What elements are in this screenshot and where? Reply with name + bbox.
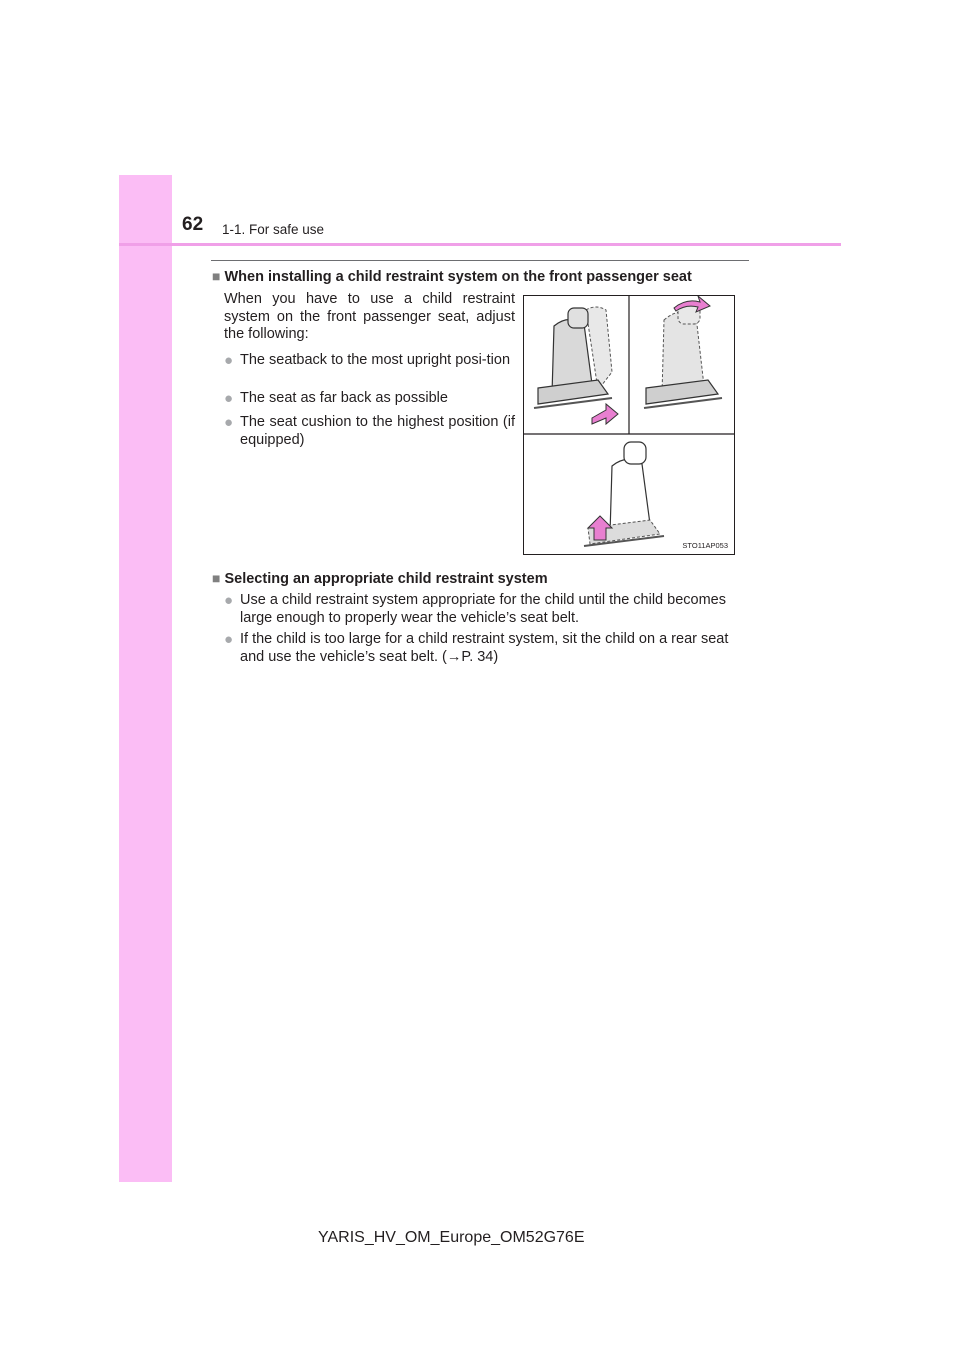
front-seat-intro: When you have to use a child restraint system on the front passenger seat, adjust the following: [224, 291, 515, 342]
list-item-text: The seat as far back as possible [240, 390, 448, 406]
bullet-icon: ● [224, 414, 234, 431]
header-rule [119, 243, 841, 246]
section-title: 1-1. For safe use [222, 222, 325, 237]
list-item [224, 390, 515, 408]
front-seat-heading-text: When installing a child restraint system on the front passenger seat [224, 269, 692, 285]
list-item [224, 414, 515, 449]
list-item-text: The seatback to the most upright posi-tion [240, 352, 511, 368]
selecting-heading-text: Selecting an appropriate child restraint system [224, 571, 548, 587]
list-item [224, 631, 749, 666]
bullet-icon: ● [224, 631, 234, 648]
seat-adjustment-illustration [523, 295, 735, 555]
selecting-heading [212, 570, 548, 587]
list-item-text: The seat cushion to the highest position (if equipped) [240, 414, 515, 448]
document-footer: YARIS_HV_OM_Europe_OM52G76E [318, 1229, 585, 1246]
page-number: 62 [182, 214, 204, 235]
page-side-tab [119, 175, 172, 1182]
list-item-text: Use a child restraint system appropriate for the child until the child becomes large enough to properly wear the vehicle’s seat belt. [240, 592, 726, 626]
list-item [224, 592, 749, 627]
heading-marker: ■ [212, 268, 221, 284]
seatback-upright-icon [644, 296, 722, 408]
seat-slide-icon [534, 307, 618, 424]
cushion-height-icon [584, 442, 664, 546]
front-seat-heading [212, 268, 692, 285]
seat-illustration-svg [524, 296, 734, 554]
heading-marker: ■ [212, 570, 221, 586]
bullet-icon: ● [224, 352, 234, 369]
figure-code: STO11AP053 [682, 541, 728, 550]
content-divider [211, 260, 749, 261]
bullet-icon: ● [224, 592, 234, 609]
list-item-text: If the child is too large for a child restraint system, sit the child on a rear seat and use the vehicle’s seat belt. (→P. 34) [240, 631, 729, 665]
list-item [224, 352, 515, 370]
bullet-icon: ● [224, 390, 234, 407]
